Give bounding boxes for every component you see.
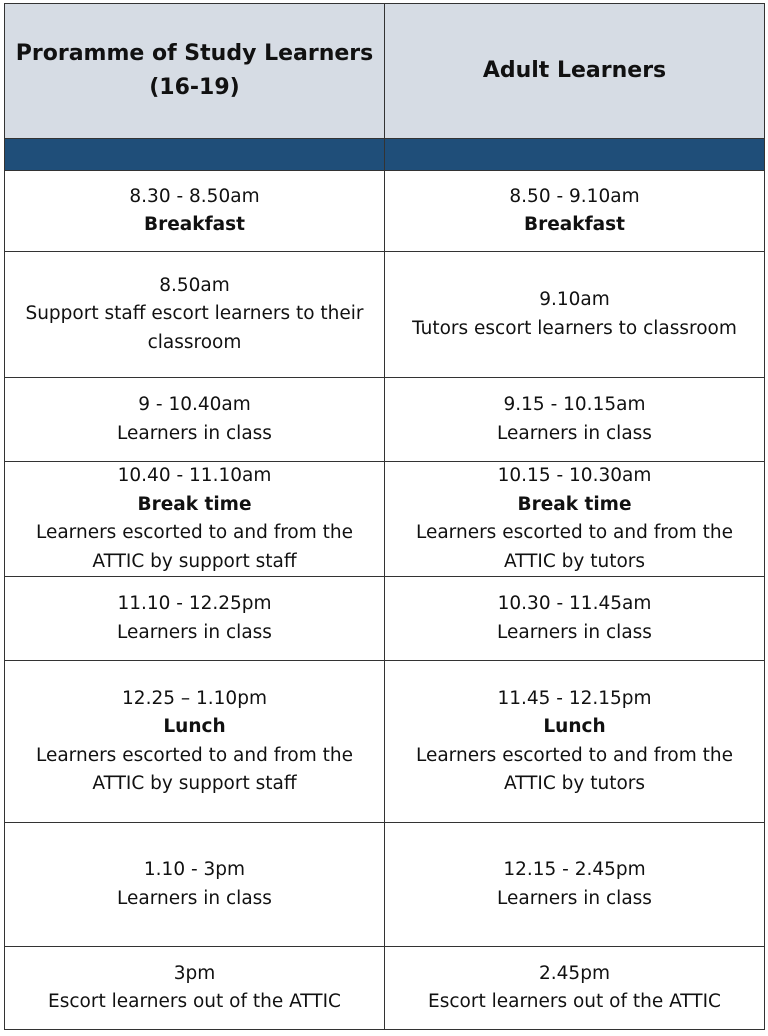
header-adult-learners: Adult Learners [385, 4, 765, 139]
table-row [5, 947, 765, 1030]
schedule-cell-right [385, 378, 765, 462]
slot-time: 11.10 - 12.25pm [117, 593, 272, 614]
slot-description: Learners escorted to and from the ATTIC by tutors [415, 522, 734, 572]
slot-title: Lunch [163, 716, 226, 737]
slot-description: Learners escorted to and from the ATTIC by tutors [415, 744, 734, 794]
table-row [5, 577, 765, 661]
schedule-cell-left [5, 378, 385, 462]
slot-time: 8.50 - 9.10am [509, 185, 640, 207]
slot-title: Breakfast [524, 214, 625, 235]
slot-description: Learners in class [497, 887, 652, 909]
slot-time: 9 - 10.40am [138, 394, 251, 415]
slot-time: 12.15 - 2.45pm [503, 859, 646, 880]
table-row [5, 661, 765, 823]
schedule-cell-right [385, 823, 765, 947]
schedule-cell-left [5, 577, 385, 661]
slot-time: 8.50am [159, 274, 230, 296]
slot-description: Learners in class [497, 422, 652, 444]
schedule-cell-left [5, 252, 385, 378]
table-row [5, 823, 765, 947]
slot-description: Learners escorted to and from the ATTIC by support staff [35, 522, 354, 572]
schedule-cell-left [5, 661, 385, 823]
slot-title: Breakfast [144, 214, 245, 235]
slot-description: Learners in class [497, 621, 652, 643]
slot-description: Learners escorted to and from the ATTIC by support staff [35, 744, 354, 794]
timetable [4, 3, 765, 1030]
slot-description: Learners in class [117, 621, 272, 643]
schedule-cell-left [5, 462, 385, 577]
schedule-cell-right [385, 462, 765, 577]
slot-time: 8.30 - 8.50am [129, 185, 260, 207]
slot-time: 11.45 - 12.15pm [497, 687, 652, 709]
slot-time: 12.25 – 1.10pm [122, 687, 267, 709]
schedule-cell-left [5, 171, 385, 252]
slot-time: 9.15 - 10.15am [503, 394, 646, 415]
slot-description: Support staff escort learners to their classroom [25, 303, 364, 353]
band-cell [385, 139, 765, 171]
slot-time: 10.40 - 11.10am [117, 465, 272, 486]
header-study-learners: Proramme of Study Learners (16-19) [5, 4, 385, 139]
slot-time: 1.10 - 3pm [143, 859, 246, 880]
slot-title: Break time [517, 493, 632, 515]
table-row [5, 171, 765, 252]
slot-description: Escort learners out of the ATTIC [428, 991, 721, 1012]
slot-description: Tutors escort learners to classroom [412, 317, 737, 339]
header-band [5, 139, 765, 171]
header-row [5, 4, 765, 139]
slot-time: 3pm [173, 962, 216, 984]
band-cell [5, 139, 385, 171]
slot-title: Lunch [543, 716, 606, 737]
slot-description: Escort learners out of the ATTIC [48, 991, 341, 1012]
slot-description: Learners in class [117, 422, 272, 444]
schedule-cell-right [385, 171, 765, 252]
slot-time: 10.15 - 10.30am [497, 465, 652, 486]
slot-title: Break time [137, 493, 252, 515]
table-row [5, 252, 765, 378]
schedule-cell-right [385, 947, 765, 1030]
table-row [5, 462, 765, 577]
schedule-cell-left [5, 947, 385, 1030]
slot-time: 9.10am [539, 289, 610, 310]
slot-time: 2.45pm [539, 962, 610, 984]
slot-time: 10.30 - 11.45am [497, 593, 652, 614]
schedule-cell-right [385, 252, 765, 378]
schedule-cell-right [385, 661, 765, 823]
schedule-cell-left [5, 823, 385, 947]
table-row [5, 378, 765, 462]
slot-description: Learners in class [117, 887, 272, 909]
schedule-cell-right [385, 577, 765, 661]
